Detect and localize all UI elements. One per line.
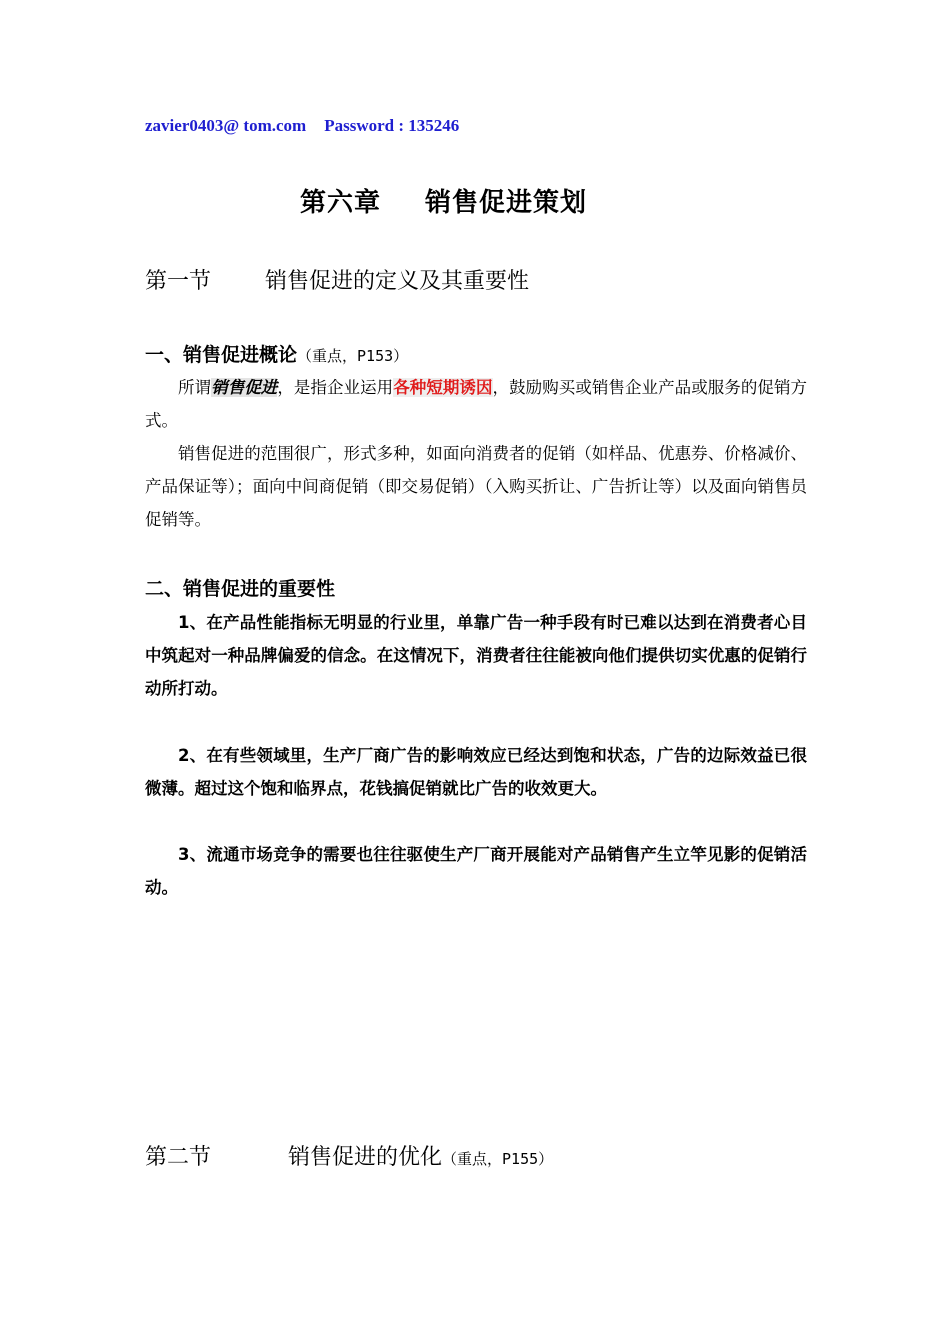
highlighted-phrase: 各种短期诱因 (393, 378, 493, 397)
definition-text-start: 所谓 (178, 378, 212, 397)
definition-text-middle: ，是指企业运用 (277, 378, 394, 397)
subsection-1-note: （重点，P153） (297, 347, 409, 365)
chapter-title (300, 182, 587, 219)
section-2-note: （重点，P155） (442, 1150, 554, 1168)
section-1-number: 第一节 (145, 269, 212, 294)
section-2-title: 销售促进的优化 (288, 1145, 443, 1170)
importance-point-3: 3、流通市场竞争的需要也往往驱使生产厂商开展能对产品销售产生立竿见影的促销活动。 (145, 845, 807, 897)
contact-email: zavier0403@ tom.com (145, 116, 307, 135)
section-2-heading (145, 1140, 553, 1171)
section-1-heading (145, 264, 529, 295)
subsection-1-title: 一、销售促进概论 (145, 344, 298, 366)
highlighted-term: 销售促进 (211, 378, 278, 397)
importance-point-2: 2、在有些领域里，生产厂商广告的影响效应已经达到饱和状态，广告的边际效益已很微薄。超过这个饱和临界点，花钱搞促销就比广告的收效更大。 (145, 746, 807, 798)
importance-point-1: 1、在产品性能指标无明显的行业里，单靠广告一种手段有时已难以达到在消费者心目中筑起对一种品牌偏爱的信念。在这情况下，消费者往往能被向他们提供切实优惠的促销行动所打动。 (145, 613, 807, 698)
subsection-2-heading (145, 574, 335, 601)
subsection-2-title: 二、销售促进的重要性 (145, 578, 336, 600)
subsection-1-heading (145, 340, 408, 367)
section-2-number: 第二节 (145, 1145, 212, 1170)
section-1-title: 销售促进的定义及其重要性 (265, 269, 530, 294)
chapter-name: 销售促进策划 (425, 188, 588, 218)
scope-paragraph: 销售促进的范围很广，形式多种，如面向消费者的促销（如样品、优惠券、价格减价、产品保证等）；面向中间商促销（即交易促销）（入购买折让、广告折让等）以及面向销售员促销等。 (145, 444, 807, 529)
contact-line (145, 116, 459, 136)
definition-paragraph (145, 371, 807, 437)
definition-text-end: ，鼓励购买或销售企业产品或服务的促销方式。 (145, 378, 808, 430)
chapter-number: 第六章 (300, 188, 382, 218)
contact-password: Password : 135246 (324, 116, 460, 135)
